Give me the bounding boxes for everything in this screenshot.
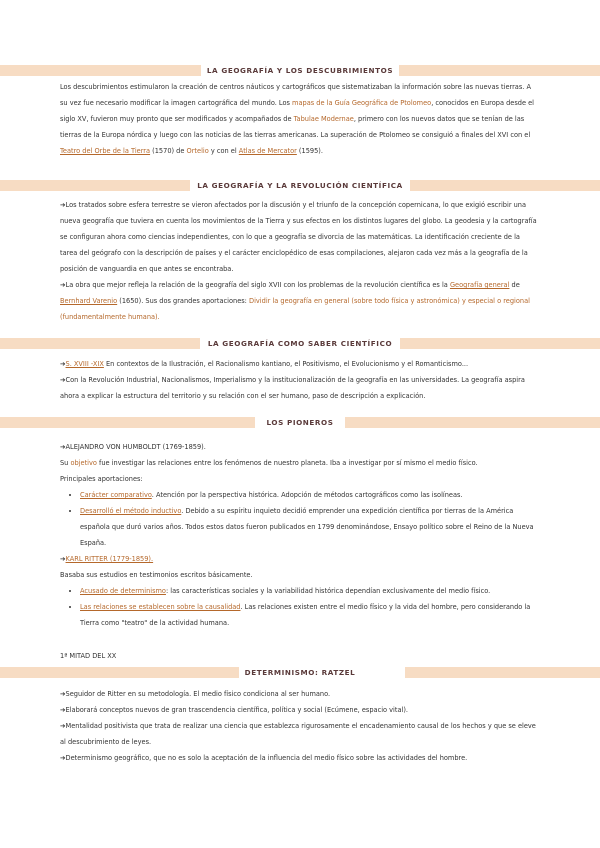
- highlight-text: Ortelio: [186, 147, 209, 155]
- section-header-ratzel: [0, 667, 600, 678]
- arrow-icon: ➔: [60, 376, 66, 384]
- paragraph: ➔S. XVIII -XIX En contextos de la Ilustración, el Racionalismo kantiano, el Positivismo, el Evolucionismo y el Romanticismo...: [60, 360, 469, 368]
- section-body-saber: [60, 356, 538, 404]
- section-header-descubrimientos: [0, 65, 600, 76]
- link-metodo-inductivo[interactable]: Desarrolló el método inductivo: [80, 507, 182, 515]
- paragraph: ➔Los tratados sobre esfera terrestre se vieron afectados por la discusión y el triunfo de la concepción copernicana, lo que exigió escribir una nueva geografía que tuviera en cuenta los movimientos de la Tierra y sus efectos en los distintos lugares del globo. La geodesia y la cartografía se configuran ahora como ciencias independientes, con lo que a geografía se divorcia de las matemáticas. La identificación creciente de la tarea del geógrafo con la descripción de países y el carácter enciclopédico de esas compilaciones, alejaron cada vez más a la geografía de la posición de vanguardia en que antes se encontraba.: [60, 201, 537, 273]
- section-header-saber: [0, 338, 600, 349]
- list-item: • Las relaciones se establecen sobre la causalidad. Las relaciones existen entre el medio físico y la vida del hombre, pero considerando la Tierra como "teatro" de la actividad humana.: [80, 599, 538, 631]
- section-title: LA GEOGRAFÍA COMO SABER CIENTÍFICO: [202, 338, 398, 349]
- list-item: • Acusado de determinismo: las características sociales y la variabilidad histórica dependían exclusivamente del medio físico.: [80, 583, 538, 599]
- arrow-icon: ➔: [60, 360, 66, 368]
- heading-ritter: [60, 551, 538, 567]
- section-title: LA GEOGRAFÍA Y LA REVOLUCIÓN CIENTÍFICA: [191, 180, 409, 191]
- arrow-icon: ➔: [60, 281, 66, 289]
- arrow-icon: ➔: [60, 706, 66, 714]
- highlight-text: Tabulae Modernae: [293, 115, 354, 123]
- heading-humboldt: ➔ALEJANDRO VON HUMBOLDT (1769-1859).: [60, 443, 206, 451]
- section-header-revolucion: [0, 180, 600, 191]
- paragraph: ➔Con la Revolución Industrial, Nacionalismos, Imperialismo y la institucionalización de la geografía en las universidades. La geografía aspira ahora a explicar la estructura del territorio y su relación con el ser humano, paso de descripción a explicación.: [60, 376, 525, 400]
- link-atlas-mercator[interactable]: Atlas de Mercator: [238, 147, 297, 155]
- section-body-ratzel: [60, 686, 538, 766]
- section-title: LOS PIONEROS: [260, 417, 339, 428]
- link-geografia-general[interactable]: Geografía general: [449, 281, 510, 289]
- highlight-text: mapas de la Guía Geográfica de Ptolomeo: [292, 99, 432, 107]
- period-label: 1ª MITAD DEL XX: [60, 652, 117, 660]
- link-caracter-comparativo[interactable]: Carácter comparativo: [80, 491, 152, 499]
- ritter-list: [60, 583, 538, 631]
- humboldt-list: [60, 487, 538, 551]
- section-header-pioneros: [0, 417, 600, 428]
- arrow-icon: ➔: [60, 754, 66, 762]
- highlight-text: Dividir la geografía en general (sobre todo física y astronómica) y especial o regional (fundamentalmente humana).: [60, 297, 530, 321]
- section-body-pioneros: [60, 439, 538, 631]
- list-item: • Carácter comparativo. Atención por la perspectiva histórica. Adopción de métodos cartográficos como las isolíneas.: [80, 487, 538, 503]
- link-siglos[interactable]: S. XVIII -XIX: [65, 360, 104, 368]
- paragraph: ➔Seguidor de Ritter en su metodología. El medio físico condiciona al ser humano.: [60, 690, 331, 698]
- arrow-icon: ➔: [60, 555, 66, 563]
- paragraph: ➔La obra que mejor refleja la relación de la geografía del siglo XVII con los problemas de la revolución científica es la Geografía general de Bernhard Varenio (1650). Sus dos grandes aportaciones: Dividir la geografía en general (sobre todo física y astronómica) y especial o regional (fundamentalmente humana).: [60, 281, 530, 321]
- highlight-text: objetivo: [70, 459, 97, 467]
- paragraph: Basaba sus estudios en testimonios escritos básicamente.: [60, 571, 253, 579]
- section-title: LA GEOGRAFÍA Y LOS DESCUBRIMIENTOS: [201, 65, 399, 76]
- section-title: DETERMINISMO: RATZEL: [239, 667, 362, 678]
- arrow-icon: ➔: [60, 201, 66, 209]
- link-karl-ritter[interactable]: KARL RITTER (1779-1859).: [65, 555, 154, 563]
- paragraph: Su objetivo fue investigar las relaciones entre los fenómenos de nuestro planeta. Iba a investigar por sí mismo el medio físico.: [60, 459, 478, 467]
- paragraph: ➔Mentalidad positivista que trata de realizar una ciencia que establezca rigurosamente el encadenamiento causal de los hechos y que se eleve al descubrimiento de leyes.: [60, 722, 536, 746]
- section-body-descubrimientos: [60, 79, 538, 159]
- link-causalidad[interactable]: Las relaciones se establecen sobre la causalidad: [80, 603, 241, 611]
- link-teatro-orbe[interactable]: Teatro del Orbe de la Tierra: [60, 147, 151, 155]
- paragraph: Los descubrimientos estimularon la creación de centros náuticos y cartográficos que sistematizaban la información sobre las nuevas tierras. A su vez fue necesario modificar la imagen cartográfica del mundo. Los mapas de la Guía Geográfica de Ptolomeo, conocidos en Europa desde el siglo XV, fuvieron muy pronto que ser modificados y acompañados de Tabulae Modernae, primero con los nuevos datos que se tenían de las tierras de la Europa nórdica y luego con las noticias de las tierras americanas. La superación de Ptolomeo se consiguió a finales del XVI con el Teatro del Orbe de la Tierra (1570) de Ortelio y con el Atlas de Mercator (1595).: [60, 83, 534, 155]
- arrow-icon: ➔: [60, 443, 66, 451]
- link-bernhard-varenio[interactable]: Bernhard Varenio: [60, 297, 118, 305]
- arrow-icon: ➔: [60, 690, 66, 698]
- paragraph: Principales aportaciones:: [60, 475, 143, 483]
- link-determinismo[interactable]: Acusado de determinismo: [80, 587, 166, 595]
- list-item: • Desarrolló el método inductivo. Debido a su espíritu inquieto decidió emprender una expedición científica por tierras de la América española que duró varios años. Todos estos datos fueron publicados en 1799 denominándose, Ensayo político sobre el Reino de la Nueva España.: [80, 503, 538, 551]
- paragraph: ➔Elaborará conceptos nuevos de gran trascendencia científica, política y social (Ecúmene, espacio vital).: [60, 706, 409, 714]
- arrow-icon: ➔: [60, 722, 66, 730]
- section-body-revolucion: [60, 197, 538, 325]
- paragraph: ➔Determinismo geográfico, que no es solo la aceptación de la influencia del medio físico sobre las actividades del hombre.: [60, 754, 468, 762]
